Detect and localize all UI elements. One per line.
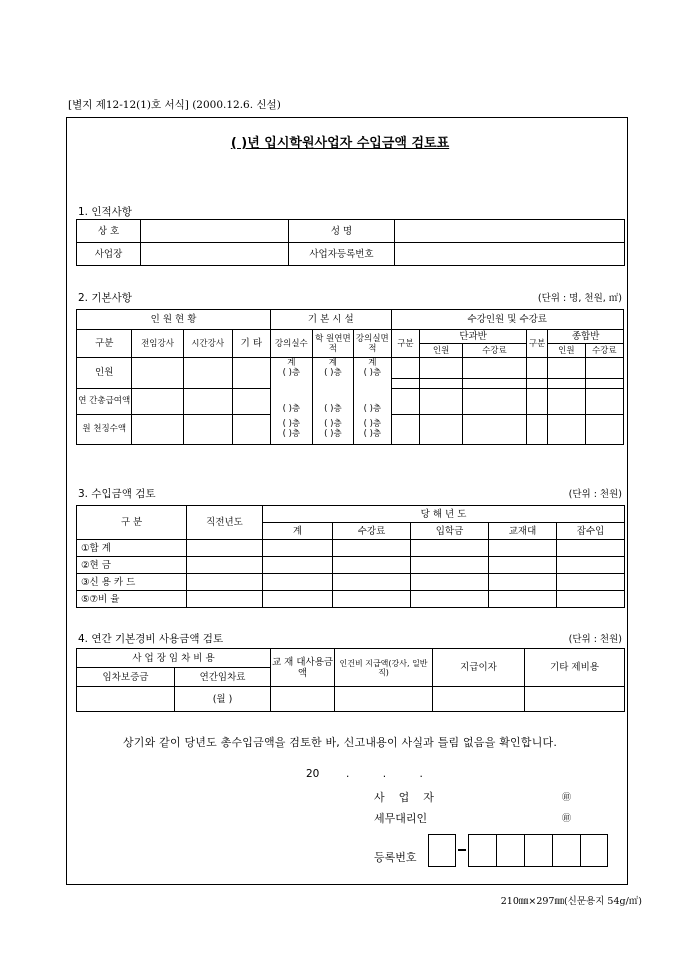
col-total-header: 계 xyxy=(263,523,333,540)
cell[interactable] xyxy=(585,358,623,379)
cell[interactable] xyxy=(585,414,623,444)
name-field[interactable] xyxy=(395,220,625,243)
cell[interactable] xyxy=(132,388,183,414)
cell[interactable] xyxy=(557,557,625,574)
reg-number-box[interactable] xyxy=(428,834,456,867)
trade-name-label: 상 호 xyxy=(77,220,141,243)
persons2-header: 인원 xyxy=(548,344,585,358)
cell[interactable] xyxy=(548,378,585,388)
interest-header: 지급이자 xyxy=(433,649,525,687)
cell[interactable] xyxy=(391,378,420,388)
reg-number-dash xyxy=(458,849,466,851)
cell[interactable] xyxy=(489,574,557,591)
place-field[interactable] xyxy=(141,243,289,266)
col-fee-header: 수강료 xyxy=(333,523,411,540)
annual-rent-header: 연간임차료 xyxy=(175,668,271,687)
current-year-header: 당 해 년 도 xyxy=(263,506,625,523)
cell[interactable] xyxy=(548,414,585,444)
seal-mark: ㊞ xyxy=(562,814,572,824)
divider xyxy=(552,835,553,866)
other-header: 기타 제비용 xyxy=(525,649,625,687)
cell[interactable] xyxy=(132,414,183,444)
single-class-header: 단과반 xyxy=(420,330,527,344)
fee-header: 수강인원 및 수강료 xyxy=(391,310,623,330)
cell[interactable] xyxy=(548,388,585,414)
cell xyxy=(312,378,354,388)
date-line: 20 . . . xyxy=(306,768,423,780)
paper-spec-footer: 210㎜×297㎜(신문용지 54g/㎡) xyxy=(500,896,642,907)
cell[interactable] xyxy=(187,591,263,608)
cell[interactable] xyxy=(263,591,333,608)
cell[interactable] xyxy=(411,591,489,608)
row-tax-label: 원 천징수액 xyxy=(77,414,132,444)
cell[interactable] xyxy=(187,574,263,591)
place-label: 사업장 xyxy=(77,243,141,266)
cell[interactable] xyxy=(411,574,489,591)
cell[interactable] xyxy=(77,687,175,712)
reg-no-label: 사업자등록번호 xyxy=(289,243,395,266)
reg-no-field[interactable] xyxy=(395,243,625,266)
part-time-header: 시간강사 xyxy=(183,330,232,358)
trade-name-field[interactable] xyxy=(141,220,289,243)
row-total-label: ①합 계 xyxy=(77,540,187,557)
section4-unit: (단위 : 천원) xyxy=(568,634,622,645)
cell[interactable] xyxy=(411,540,489,557)
month-field[interactable]: (월 ) xyxy=(175,687,271,712)
room-area-header: 강의실면 적 xyxy=(354,330,391,358)
floor-label: ( )층 xyxy=(354,388,391,414)
persons-header: 인원 xyxy=(420,344,463,358)
expense-table xyxy=(76,648,625,712)
form-number-note: [별지 제12-12(1)호 서식] (2000.12.6. 신설) xyxy=(68,99,281,111)
reg-number-label: 등록번호 xyxy=(374,851,417,864)
cell[interactable] xyxy=(548,358,585,379)
divider xyxy=(580,835,581,866)
cell[interactable] xyxy=(420,378,463,388)
etc-header: 기 타 xyxy=(232,330,270,358)
fee2-col-header: 수강료 xyxy=(585,344,623,358)
section2-title: 2. 기본사항 xyxy=(78,292,132,304)
cell[interactable] xyxy=(232,358,270,389)
cell[interactable] xyxy=(271,687,335,712)
class-rooms-header: 강의실수 xyxy=(271,330,313,358)
row-persons-label: 인원 xyxy=(77,358,132,389)
row-salary-label: 연 간총급여액 xyxy=(77,388,132,414)
cell[interactable] xyxy=(391,388,420,414)
cell[interactable] xyxy=(557,540,625,557)
col-admission-header: 입학금 xyxy=(411,523,489,540)
floor-label: ( )층 ( )층 xyxy=(354,414,391,444)
cell[interactable] xyxy=(462,388,526,414)
gye-label: 계 ( )층 xyxy=(312,358,354,379)
gye-label: 계 ( )층 xyxy=(271,358,313,379)
revenue-table xyxy=(76,505,625,608)
cell xyxy=(271,378,313,388)
row-card-label: ③신 용 카 드 xyxy=(77,574,187,591)
salary-header: 인건비 지급액(강사, 일반직) xyxy=(335,649,433,687)
col-misc-header: 잡수입 xyxy=(557,523,625,540)
cell[interactable] xyxy=(526,358,547,379)
cell[interactable] xyxy=(525,687,625,712)
row-ratio-label: ⑤⑦비 율 xyxy=(77,591,187,608)
cell xyxy=(354,378,391,388)
cell[interactable] xyxy=(489,557,557,574)
cell[interactable] xyxy=(183,358,232,389)
cell[interactable] xyxy=(489,591,557,608)
section3-title: 3. 수입금액 검토 xyxy=(78,488,156,500)
fee-col-header: 수강료 xyxy=(462,344,526,358)
cell[interactable] xyxy=(526,378,547,388)
section2-unit: (단위 : 명, 천원, ㎡) xyxy=(537,293,622,304)
basic-info-table xyxy=(76,309,624,445)
rent-header: 사 업 장 임 차 비 용 xyxy=(77,649,271,668)
cell[interactable] xyxy=(132,358,183,389)
material-header: 교 재 대사용금액 xyxy=(271,649,335,687)
row-cash-label: ②현 금 xyxy=(77,557,187,574)
declaration-text: 상기와 같이 당년도 총수입금액을 검토한 바, 신고내용이 사실과 틀림 없음을 확인합니다. xyxy=(122,736,558,749)
personal-info-table xyxy=(76,219,625,266)
form-title: ( )년 입시학원사업자 수입금액 검토표 xyxy=(230,136,450,151)
cell[interactable] xyxy=(333,574,411,591)
cell[interactable] xyxy=(391,414,420,444)
cell[interactable] xyxy=(187,557,263,574)
section1-title: 1. 인적사항 xyxy=(78,206,132,218)
fee-gubun-header: 구분 xyxy=(391,330,420,358)
divider xyxy=(524,835,525,866)
section4-title: 4. 연간 기본경비 사용금액 검토 xyxy=(78,633,224,645)
cell[interactable] xyxy=(526,388,547,414)
combined-class-header: 종합반 xyxy=(548,330,624,344)
floor-label: ( )층 ( )층 xyxy=(312,414,354,444)
total-area-header: 학 원연면적 xyxy=(312,330,354,358)
name-label: 성 명 xyxy=(289,220,395,243)
cell[interactable] xyxy=(557,591,625,608)
cell[interactable] xyxy=(420,358,463,379)
deposit-header: 임차보증금 xyxy=(77,668,175,687)
cell[interactable] xyxy=(263,574,333,591)
cell[interactable] xyxy=(420,414,463,444)
cell[interactable] xyxy=(420,388,463,414)
cell[interactable] xyxy=(333,557,411,574)
facility-header: 기 본 시 설 xyxy=(271,310,391,330)
cell[interactable] xyxy=(232,388,270,414)
cell[interactable] xyxy=(183,414,232,444)
cell[interactable] xyxy=(263,540,333,557)
cell[interactable] xyxy=(462,358,526,379)
cell[interactable] xyxy=(391,358,420,379)
prev-year-header: 직전년도 xyxy=(187,506,263,540)
seal-mark: ㊞ xyxy=(562,793,572,803)
gye-label: 계 ( )층 xyxy=(354,358,391,379)
floor-label: ( )층 xyxy=(271,388,313,414)
cell[interactable] xyxy=(232,414,270,444)
cell[interactable] xyxy=(433,687,525,712)
cell[interactable] xyxy=(183,388,232,414)
business-owner-label: 사 업 자 xyxy=(374,791,434,804)
cell[interactable] xyxy=(557,574,625,591)
section3-unit: (단위 : 천원) xyxy=(568,489,622,500)
personnel-header: 인 원 현 황 xyxy=(77,310,271,330)
cell[interactable] xyxy=(333,591,411,608)
cell[interactable] xyxy=(462,414,526,444)
cell[interactable] xyxy=(489,540,557,557)
tax-agent-label: 세무대리인 xyxy=(374,812,428,825)
reg-number-box-group[interactable] xyxy=(468,834,608,867)
cell[interactable] xyxy=(585,388,623,414)
cell[interactable] xyxy=(187,540,263,557)
gubun-header: 구 분 xyxy=(77,506,187,540)
cell[interactable] xyxy=(526,414,547,444)
cell[interactable] xyxy=(462,378,526,388)
cell[interactable] xyxy=(263,557,333,574)
cell[interactable] xyxy=(585,378,623,388)
full-time-header: 전임강사 xyxy=(132,330,183,358)
cell[interactable] xyxy=(333,540,411,557)
col-material-header: 교재대 xyxy=(489,523,557,540)
gubun-header: 구분 xyxy=(77,330,132,358)
gubun-vertical-header: 구분 xyxy=(526,330,547,358)
cell[interactable] xyxy=(335,687,433,712)
divider xyxy=(496,835,497,866)
floor-label: ( )층 xyxy=(312,388,354,414)
floor-label: ( )층 ( )층 xyxy=(271,414,313,444)
cell[interactable] xyxy=(411,557,489,574)
